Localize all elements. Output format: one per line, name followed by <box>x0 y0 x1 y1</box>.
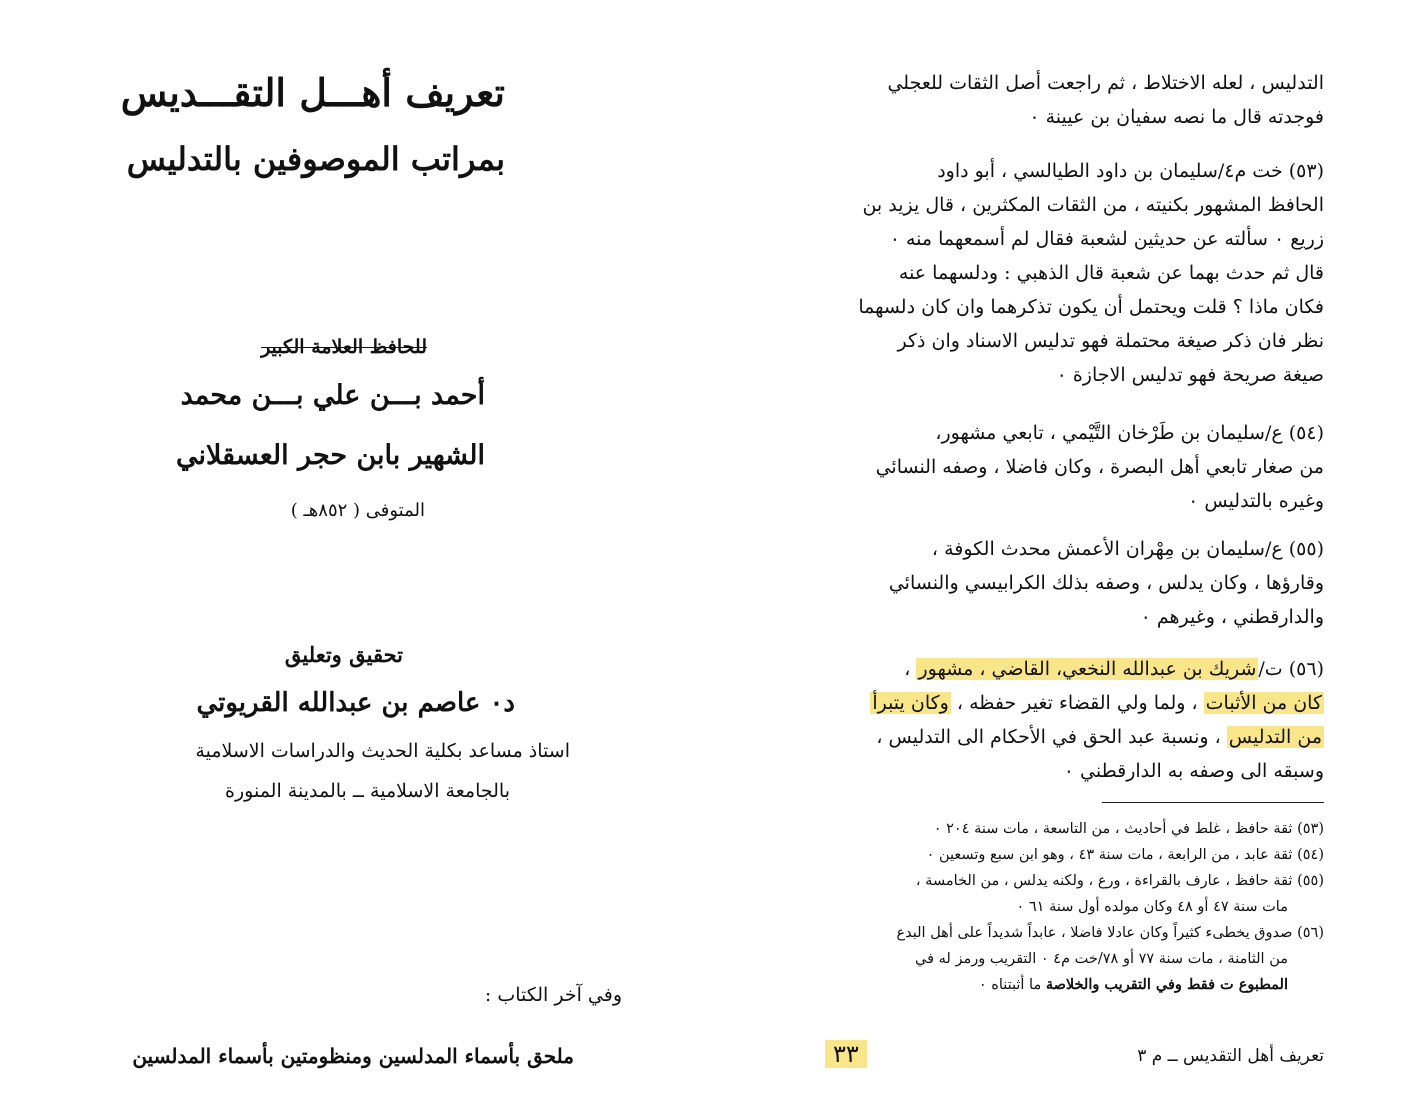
running-head: تعريف أهل التقديس ــ م ٣ <box>1137 1046 1324 1066</box>
right-page <box>720 0 1424 1107</box>
footnote-divider <box>1102 802 1324 803</box>
book-title-line2: بمراتب الموصوفين بالتدليس <box>126 140 505 178</box>
text-line: فكان ماذا ؟ قلت ويحتمل أن يكون تذكرهما وان كان دلسهما <box>858 296 1324 318</box>
book-title-line1: تعريف أهـــل التقـــديس <box>120 70 505 115</box>
footnote-53: (٥٣) ثقة حافظ ، غلط في أحاديث ، من التاسعة ، مات سنة ٢٠٤ ٠ <box>933 821 1324 837</box>
footnote-56-cont: من الثامنة ، مات سنة ٧٧ أو ٧٨/خت م٤ ٠ التقريب ورمز له في <box>915 951 1288 967</box>
text-line: من صغار تابعي أهل البصرة ، وكان فاضلا ، وصفه النسائي <box>875 456 1324 478</box>
text-line: فوجدته قال ما نصه سفيان بن عيينة ٠ <box>1029 106 1324 128</box>
entry-53 <box>764 154 1324 392</box>
text-line: (٥٣) خت م٤/سليمان بن داود الطيالسي ، أبو داود <box>937 160 1324 182</box>
left-page <box>0 0 700 1107</box>
highlighted-text: من التدليس <box>1228 726 1322 748</box>
footnote-56-end: المطبوع ت فقط وفي التقريب والخلاصة ما أثبتناه ٠ <box>978 976 1288 993</box>
footnote-54: (٥٤) ثقة عابد ، من الرابعة ، مات سنة ٤٣ ، وهو ابن سبع وتسعين ٠ <box>926 847 1324 863</box>
highlighted-text: شريك بن عبدالله النخعي، القاضي ، مشهور <box>918 658 1257 680</box>
text-line: الحافظ المشهور بكنيته ، من الثقات المكثرين ، قال يزيد بن <box>862 194 1324 216</box>
intro-paragraph <box>764 66 1324 134</box>
footnotes <box>764 816 1324 998</box>
author-name-line1: أحمد بـــن علي بـــن محمد <box>180 380 485 411</box>
entry-55 <box>764 532 1324 634</box>
author-name-line2: الشهير بابن حجر العسقلاني <box>176 440 485 471</box>
appendix-title: ملحق بأسماء المدلسين ومنظومتين بأسماء المدلسين <box>132 1044 574 1068</box>
text-line: زريع ٠ سألته عن حديثين لشعبة فقال لم أسمعهما منه ٠ <box>889 228 1324 250</box>
footnote-56: (٥٦) صدوق يخطىء كثيراً وكان عادلا فاضلا ، عابداً شديداً على أهل البدع <box>896 925 1324 941</box>
entry-54 <box>764 416 1324 518</box>
footnote-55: (٥٥) ثقة حافظ ، عارف بالقراءة ، ورع ، ولكنه يدلس ، من الخامسة ، <box>915 873 1324 889</box>
text-line: كان من الأثبات ، ولما ولي القضاء تغير حفظه ، وكان يتبرأ <box>872 692 1322 714</box>
appendix-intro: وفي آخر الكتاب : <box>484 984 622 1006</box>
text-line: نظر فان ذكر صيغة محتملة فهو تدليس الاسناد وان ذكر <box>897 330 1324 352</box>
text-line: (٥٥) ع/سليمان بن مِهْران الأعمش محدث الكوفة ، <box>931 538 1324 560</box>
editor-position-line2: بالجامعة الاسلامية ــ بالمدينة المنورة <box>225 780 510 802</box>
text-line: (٥٤) ع/سليمان بن طَرْخان التَّيْمي ، تابعي مشهور، <box>935 422 1324 444</box>
text-line: وسبقه الى وصفه به الدارقطني ٠ <box>1063 760 1324 782</box>
text-line: من التدليس ، ونسبة عبد الحق في الأحكام الى التدليس ، <box>876 726 1322 748</box>
text-line: وغيره بالتدليس ٠ <box>1188 490 1324 512</box>
entry-56 <box>764 652 1324 788</box>
entry-number: (٥٦) ت/ <box>1258 658 1324 680</box>
footnote-55-cont: مات سنة ٤٧ أو ٤٨ وكان مولده أول سنة ٦١ ٠ <box>1016 899 1288 915</box>
editor-position-line1: استاذ مساعد بكلية الحديث والدراسات الاسلامية <box>195 740 570 762</box>
text-line: صيغة صريحة فهو تدليس الاجازة ٠ <box>1056 364 1324 386</box>
author-byline: للحافظ العلامة الكبير <box>261 336 427 358</box>
text-line: التدليس ، لعله الاختلاط ، ثم راجعت أصل الثقات للعجلي <box>887 72 1324 94</box>
page-number: ٣٣ <box>825 1040 867 1068</box>
highlighted-text: وكان يتبرأ <box>872 692 949 714</box>
text-line: والدارقطني ، وغيرهم ٠ <box>1140 606 1324 628</box>
text-line: قال ثم حدث بهما عن شعبة قال الذهبي : ودلسهما عنه <box>898 262 1324 284</box>
highlighted-text: كان من الأثبات <box>1205 692 1322 714</box>
text-line: (٥٦) ت/شريك بن عبدالله النخعي، القاضي ، مشهور ، <box>904 658 1324 680</box>
editor-name: د٠ عاصم بن عبدالله القريوتي <box>196 688 515 718</box>
editing-label: تحقيق وتعليق <box>284 642 403 667</box>
author-death-date: المتوفى ( ٨٥٢هـ ) <box>290 500 425 521</box>
text-line: وقارؤها ، وكان يدلس ، وصفه بذلك الكرابيسي والنسائي <box>888 572 1324 594</box>
